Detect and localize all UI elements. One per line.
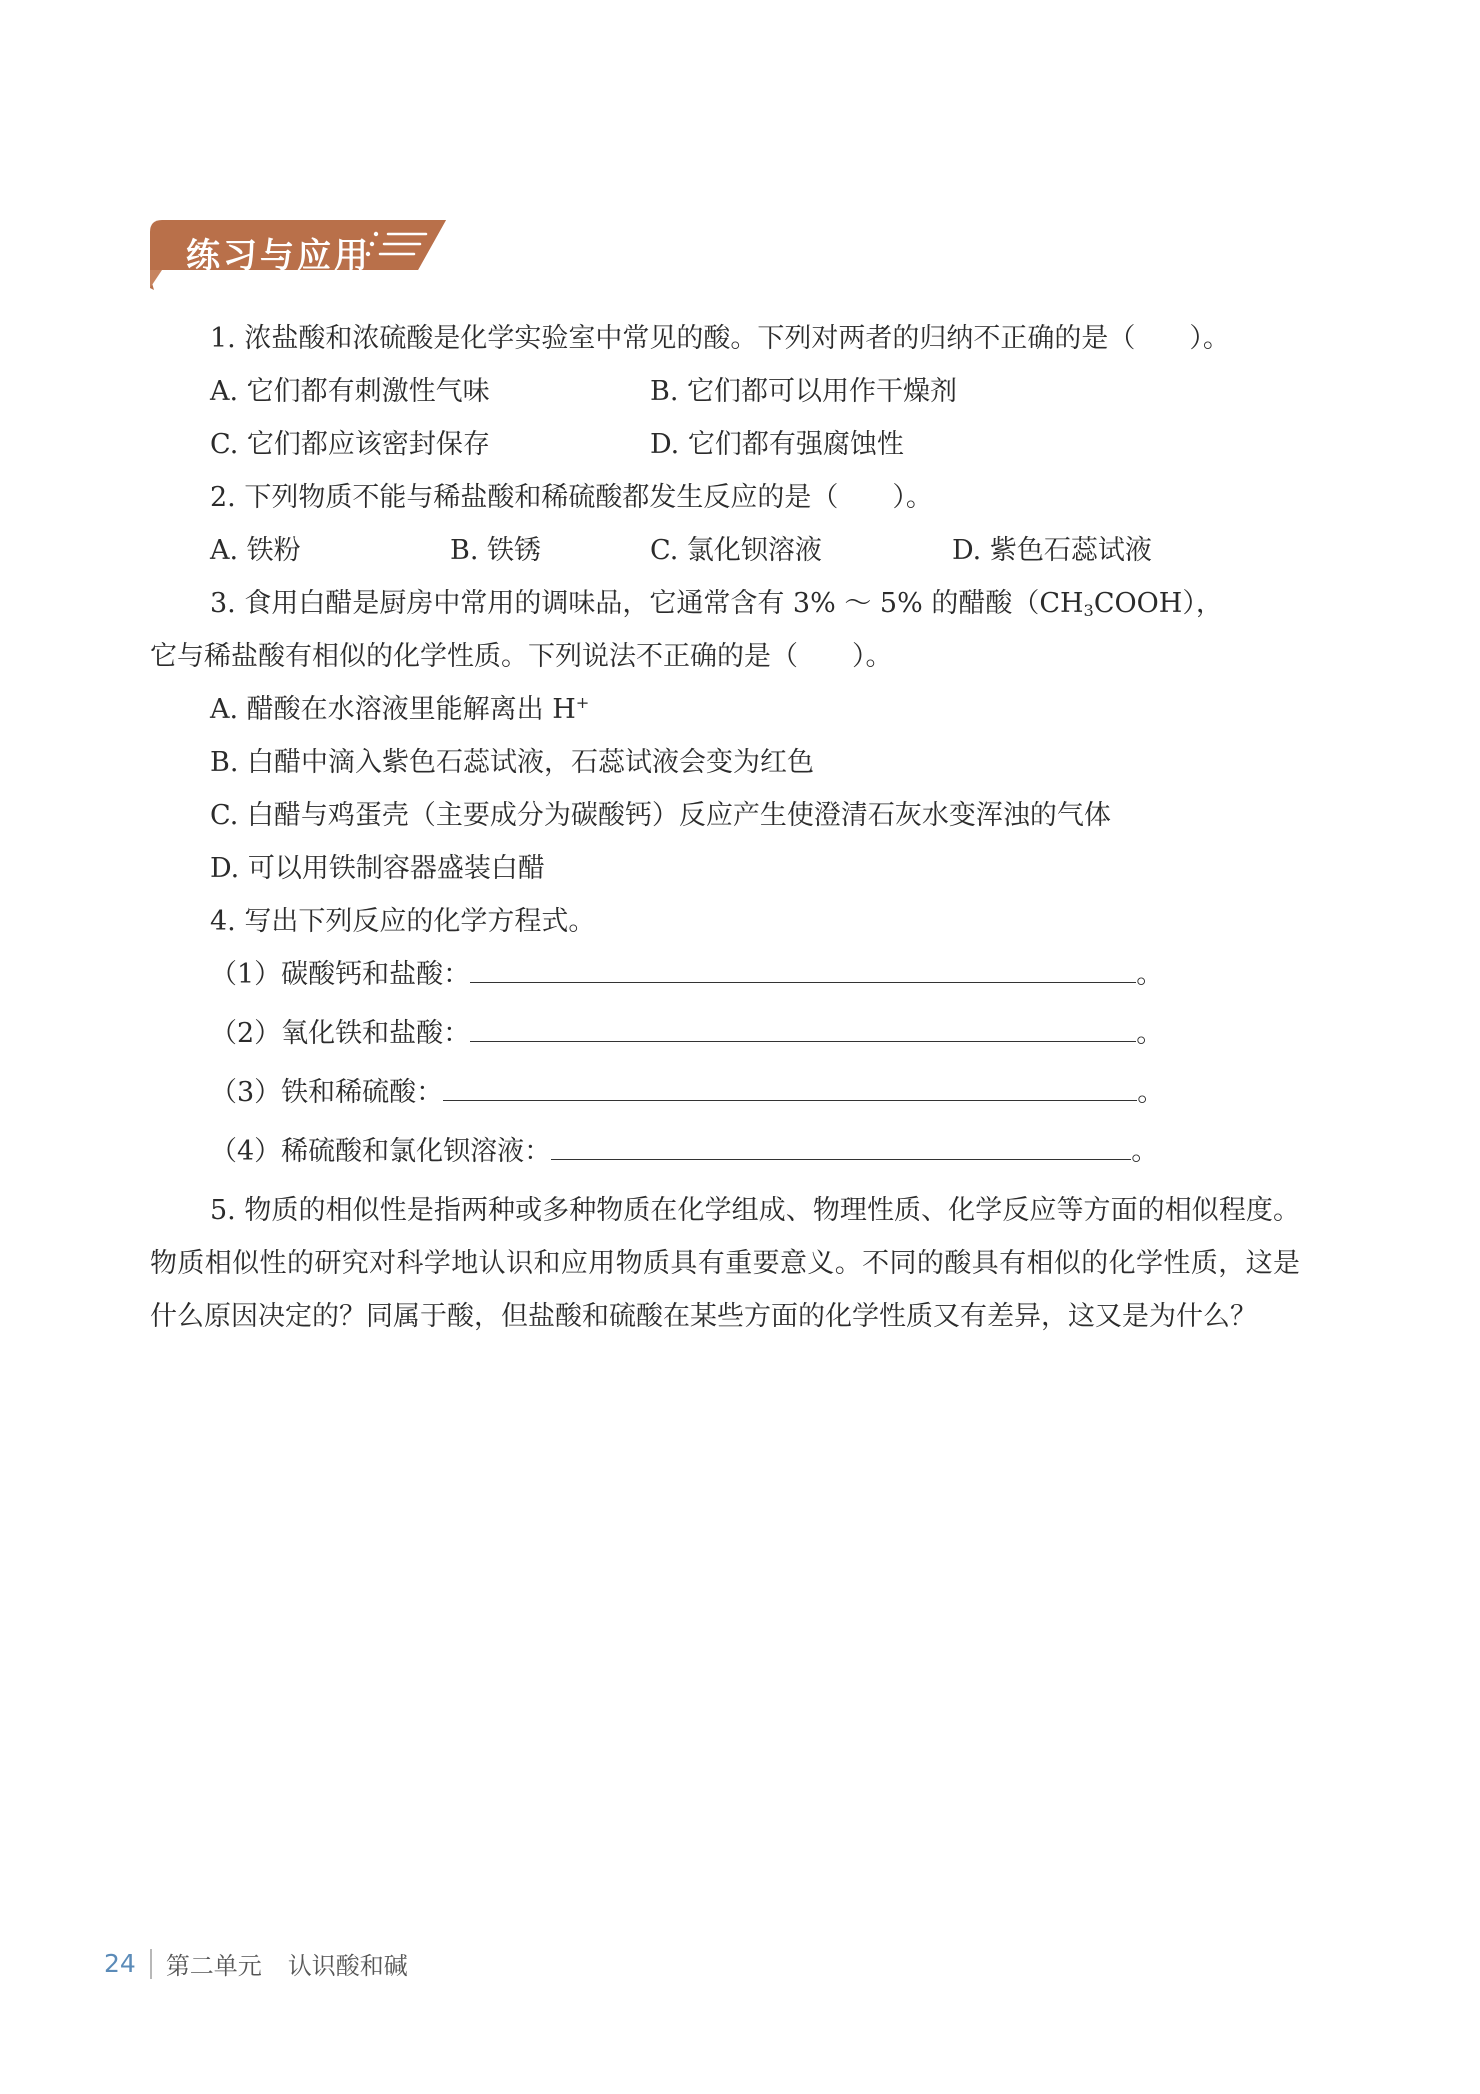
question-1-options-row-1 bbox=[150, 365, 1300, 418]
equation-period: 。 bbox=[1137, 1077, 1165, 1108]
section-header bbox=[150, 220, 446, 290]
option-b[interactable]: B. 它们都可以用作干燥剂 bbox=[650, 376, 958, 407]
page-footer bbox=[104, 1946, 408, 1981]
question-1-stem: 1. 浓盐酸和浓硫酸是化学实验室中常见的酸。下列对两者的归纳不正确的是 bbox=[210, 323, 1109, 354]
question-3-stem: 3. 食用白醋是厨房中常用的调味品，它通常含有 3% ～ 5% 的醋酸（CH bbox=[210, 588, 1084, 619]
option-d[interactable]: D. 紫色石蕊试液 bbox=[952, 535, 1152, 566]
equation-label: （4）稀硫酸和氯化钡溶液： bbox=[210, 1136, 552, 1167]
question-1 bbox=[150, 312, 1300, 365]
subscript: 3 bbox=[1083, 601, 1094, 620]
option-c[interactable]: C. 白醋与鸡蛋壳（主要成分为碳酸钙）反应产生使澄清石灰水变浑浊的气体 bbox=[210, 800, 1111, 831]
question-2-stem: 2. 下列物质不能与稀盐酸和稀硫酸都发生反应的是 bbox=[210, 482, 812, 513]
option-b[interactable]: B. 铁锈 bbox=[450, 535, 542, 566]
option-d[interactable]: D. 可以用铁制容器盛装白醋 bbox=[210, 853, 545, 884]
equation-item-1 bbox=[150, 948, 1300, 1001]
question-3 bbox=[150, 577, 1300, 630]
answer-paren-close: ）。 bbox=[1189, 323, 1230, 354]
equation-answer-line[interactable] bbox=[470, 954, 1136, 983]
footer-topic: 认识酸和碱 bbox=[287, 1952, 408, 1980]
superscript: + bbox=[575, 693, 590, 712]
option-a[interactable]: A. 它们都有刺激性气味 bbox=[210, 376, 490, 407]
question-4-stem: 4. 写出下列反应的化学方程式。 bbox=[210, 906, 596, 937]
question-2-options bbox=[150, 524, 1300, 577]
equation-period: 。 bbox=[1136, 1018, 1164, 1049]
option-a[interactable]: A. 铁粉 bbox=[210, 535, 301, 566]
option-c[interactable]: C. 它们都应该密封保存 bbox=[210, 429, 490, 460]
equation-period: 。 bbox=[1131, 1136, 1159, 1167]
question-2 bbox=[150, 471, 1300, 524]
answer-paren-open: （ bbox=[1108, 323, 1136, 354]
equation-item-2 bbox=[150, 1007, 1300, 1060]
footer-divider bbox=[150, 1949, 152, 1979]
equation-answer-line[interactable] bbox=[551, 1131, 1131, 1160]
question-3-stem-end: COOH）， bbox=[1093, 588, 1223, 619]
question-3-continued bbox=[150, 630, 1300, 683]
page-number: 24 bbox=[104, 1949, 136, 1978]
option-b[interactable]: B. 白醋中滴入紫色石蕊试液，石蕊试液会变为红色 bbox=[210, 747, 815, 778]
equation-label: （1）碳酸钙和盐酸： bbox=[210, 959, 471, 990]
answer-paren-open: （ bbox=[771, 641, 798, 672]
question-1-options-row-2 bbox=[150, 418, 1300, 471]
footer-unit: 第二单元 bbox=[165, 1952, 262, 1980]
answer-paren-close: ）。 bbox=[892, 482, 933, 513]
exercise-content bbox=[150, 312, 1300, 1343]
section-title: 练习与应用 bbox=[186, 236, 371, 276]
option-d[interactable]: D. 它们都有强腐蚀性 bbox=[650, 429, 904, 460]
equation-item-4 bbox=[150, 1125, 1300, 1178]
equation-item-3 bbox=[150, 1066, 1300, 1119]
question-3-stem-line-2: 它与稀盐酸有相似的化学性质。下列说法不正确的是 bbox=[150, 641, 771, 672]
option-a[interactable] bbox=[150, 683, 1300, 736]
equation-label: （3）铁和稀硫酸： bbox=[210, 1077, 444, 1108]
equation-answer-line[interactable] bbox=[443, 1072, 1137, 1101]
option-a-text: A. 醋酸在水溶液里能解离出 H bbox=[210, 694, 576, 725]
equation-period: 。 bbox=[1136, 959, 1164, 990]
answer-paren-close: ）。 bbox=[852, 641, 893, 672]
equation-answer-line[interactable] bbox=[470, 1013, 1136, 1042]
answer-paren-open: （ bbox=[811, 482, 839, 513]
option-c[interactable]: C. 氯化钡溶液 bbox=[650, 535, 822, 566]
equation-label: （2）氧化铁和盐酸： bbox=[210, 1018, 471, 1049]
question-5: 5. 物质的相似性是指两种或多种物质在化学组成、物理性质、化学反应等方面的相似程度。物质相似性的研究对科学地认识和应用物质具有重要意义。不同的酸具有相似的化学性质，这是什么原因决定的？同属于酸，但盐酸和硫酸在某些方面的化学性质又有差异，这又是为什么？ bbox=[150, 1195, 1300, 1332]
